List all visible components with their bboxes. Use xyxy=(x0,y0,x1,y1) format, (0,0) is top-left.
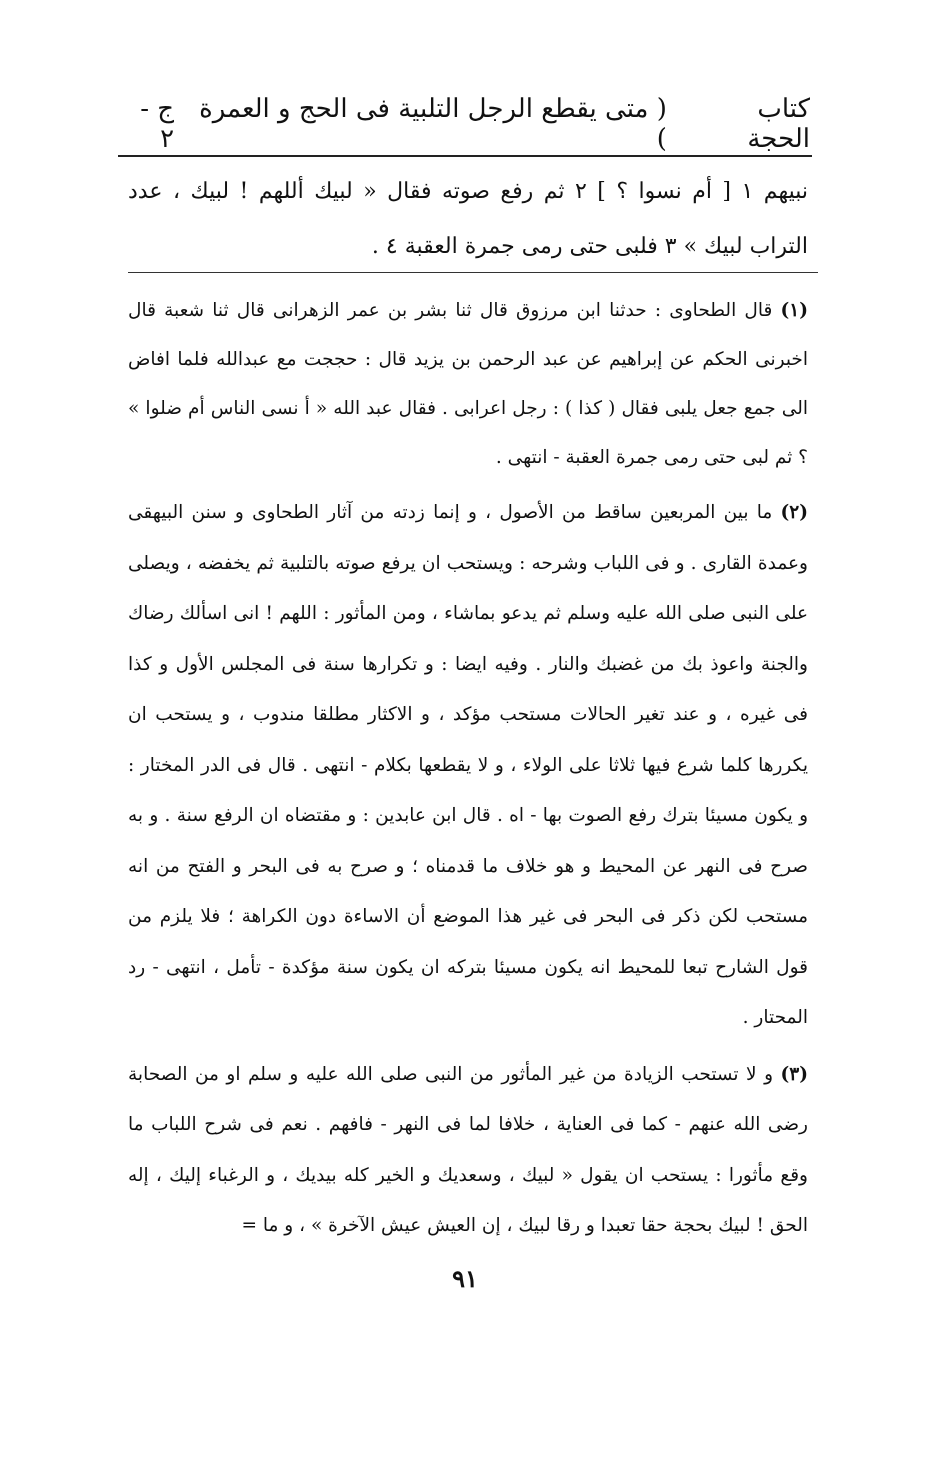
footnote-2 xyxy=(128,488,808,1044)
footnote-text: قال الطحاوى : حدثنا ابن مرزوق قال ثنا بشر بن عمر الزهرانى قال ثنا شعبة قال اخبرنى الحكم عن إبراهيم عن عبد الرحمن بن يزيد قال : حججت مع عبدالله فلما افاض الى جمع جعل يلبى فقال ( كذا ) : رجل اعرابى . فقال عبد الله « أ نسى الناس أم ضلوا » ؟ ثم لبى حتى رمى جمرة العقبة - انتهى . xyxy=(128,300,808,468)
footnote-text: و لا تستحب الزيادة من غير المأثور من النبى صلى الله عليه و سلم او من الصحابة رضى الله عنهم - كما فى العناية ، خلافا لما فى النهر - فافهم . نعم فى شرح اللباب ما وقع مأثورا : يستحب ان يقول « لبيك ، وسعديك و الخير كله بيديك ، و الرغباء إليك ، إله الحق ! لبيك بحجة حقا تعبدا و رقا لبيك ، إن العيش عيش الآخرة » ، و ما = xyxy=(128,1063,808,1236)
page-number: ٩١ xyxy=(452,1264,478,1293)
footnote-number: (٣) xyxy=(780,1063,808,1085)
chapter-title: ( متى يقطع الرجل التلبية فى الحج و العمرة ) xyxy=(199,94,667,154)
footnote-number: (١) xyxy=(780,300,808,321)
running-header xyxy=(120,96,810,152)
main-text: نبيهم ١ [ أم نسوا ؟ ] ٢ ثم رفع صوته فقال « لبيك أللهم ! لبيك ، عدد التراب لبيك » ٣ فلبى حتى رمى جمرة العقبة ٤ . xyxy=(128,179,808,259)
header-rule xyxy=(118,155,812,157)
footnotes xyxy=(128,286,808,1258)
footnote-1 xyxy=(128,286,808,482)
footnote-number: (٢) xyxy=(780,502,808,523)
footnote-text: ما بين المربعين ساقط من الأصول ، و إنما زدته من آثار الطحاوى و سنن البيهقى وعمدة القارى . و فى اللباب وشرحه : ويستحب ان يرفع صوته بالتلبية ثم يخفضه ، ويصلى على النبى صلى الله عليه وسلم ثم يدعو بماشاء ، ومن المأثور : اللهم ! انى اسألك رضاك والجنة واعوذ بك من غضبك والنار . وفيه ايضا : و تكرارها سنة فى المجلس الأول و كذا فى غيره ، و عند تغير الحالات مستحب مؤكد ، و الاكثار مطلقا مندوب ، و يستحب ان يكررها كلما شرع فيها ثلاثا على الولاء ، و لا يقطعها بكلام - انتهى . قال فى الدر المختار : و يكون مسيئا بترك رفع الصوت بها - اه . قال ابن عابدين : و مقتضاه ان الرفع سنة . و به صرح فى النهر عن المحيط و هو خلاف ما قدمناه ؛ و صرح به فى البحر و الفتح من انه مستحب لكن ذكر فى البحر فى غير هذا الموضع أن الاساءة دون الكراهة ؛ فلا يلزم من قول الشارح تبعا للمحيط انه يكون مسيئا بتركه ان يكون سنة مؤكدة - تأمل ، انتهى - رد المحتار . xyxy=(128,502,808,1028)
volume-number: ج - ٢ xyxy=(140,94,175,154)
book-title: كتاب الحجة xyxy=(747,94,810,154)
footnote-3 xyxy=(128,1050,808,1252)
footnote-rule xyxy=(128,272,818,273)
